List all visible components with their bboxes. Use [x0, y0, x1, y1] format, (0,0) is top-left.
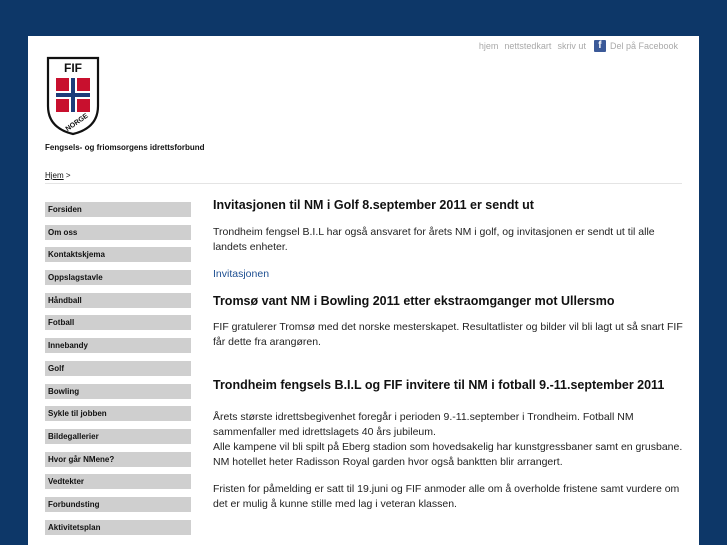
- article-football-p3: NM hotellet heter Radisson Royal garden hvor også banktten blir arrangert.: [213, 456, 563, 468]
- invitation-link[interactable]: Invitasjonen: [213, 268, 270, 280]
- print-link[interactable]: skriv ut: [557, 41, 586, 51]
- breadcrumb-separator: >: [63, 171, 71, 180]
- breadcrumb-divider: [45, 183, 682, 184]
- article-golf-body: Trondheim fengsel B.I.L har også ansvaret for årets NM i golf, og invitasjonen er sendt ut til alle landets enheter.: [213, 226, 655, 253]
- sidebar-item-bildegallerier[interactable]: Bildegallerier: [45, 429, 191, 444]
- logo-top-text: FIF: [64, 61, 82, 75]
- article-bowling-body: FIF gratulerer Tromsø med det norske mesterskapet. Resultatlister og bilder vil bli lagt ut så snart FIF får dette fra arangøren.: [213, 321, 683, 348]
- article-golf-title[interactable]: Invitasjonen til NM i Golf 8.september 2011 er sendt ut: [213, 198, 534, 212]
- article-football-p2: Alle kampene vil bli spilt på Eberg stadion som hovedsakelig har kunstgressbaner samt en grusbane.: [213, 441, 683, 453]
- main-content: [213, 196, 689, 512]
- sidebar-nav: [45, 202, 191, 542]
- breadcrumb: [45, 171, 71, 180]
- article-bowling-title[interactable]: Tromsø vant NM i Bowling 2011 etter ekstraomganger mot Ullersmo: [213, 294, 615, 308]
- sidebar-item-aktivitetsplan[interactable]: Aktivitetsplan: [45, 520, 191, 535]
- tagline: Fengsels- og friomsorgens idrettsforbund: [45, 143, 205, 152]
- sitemap-link[interactable]: nettstedkart: [504, 41, 552, 51]
- sidebar-item-hvor-gar-nmene[interactable]: Hvor går NMene?: [45, 452, 191, 467]
- page: [28, 36, 699, 545]
- article-football-title[interactable]: Trondheim fengsels B.I.L og FIF invitere til NM i fotball 9.-11.september 2011: [213, 378, 665, 392]
- breadcrumb-home-link[interactable]: Hjem: [45, 171, 64, 180]
- facebook-share-link[interactable]: Del på Facebook: [609, 41, 678, 51]
- sidebar-item-kontaktskjema[interactable]: Kontaktskjema: [45, 247, 191, 262]
- article-football-p1: Årets største idrettsbegivenhet foregår i perioden 9.-11.september i Trondheim. Fotball NM sammenfaller med idrettslagets 40 års jubileum.: [213, 411, 634, 438]
- sidebar-item-golf[interactable]: Golf: [45, 361, 191, 376]
- sidebar-item-sykle-til-jobben[interactable]: Sykle til jobben: [45, 406, 191, 421]
- top-nav: [473, 40, 678, 52]
- logo-bottom-text: NORGE: [64, 112, 90, 134]
- fif-logo[interactable]: [46, 56, 100, 136]
- sidebar-item-oppslagstavle[interactable]: Oppslagstavle: [45, 270, 191, 285]
- sidebar-item-forsiden[interactable]: Forsiden: [45, 202, 191, 217]
- sidebar-item-vedtekter[interactable]: Vedtekter: [45, 474, 191, 489]
- sidebar-item-innebandy[interactable]: Innebandy: [45, 338, 191, 353]
- sidebar-item-bowling[interactable]: Bowling: [45, 384, 191, 399]
- article-football-p4: Fristen for påmelding er satt til 19.juni og FIF anmoder alle om å overholde fristene samt vurdere om det er mulig å kunne stille med lag i veteran klassen.: [213, 483, 680, 510]
- facebook-icon[interactable]: f: [594, 40, 606, 52]
- sidebar-item-forbundsting[interactable]: Forbundsting: [45, 497, 191, 512]
- sidebar-item-fotball[interactable]: Fotball: [45, 315, 191, 330]
- sidebar-item-om-oss[interactable]: Om oss: [45, 225, 191, 240]
- home-link[interactable]: hjem: [478, 41, 499, 51]
- sidebar-item-handball[interactable]: Håndball: [45, 293, 191, 308]
